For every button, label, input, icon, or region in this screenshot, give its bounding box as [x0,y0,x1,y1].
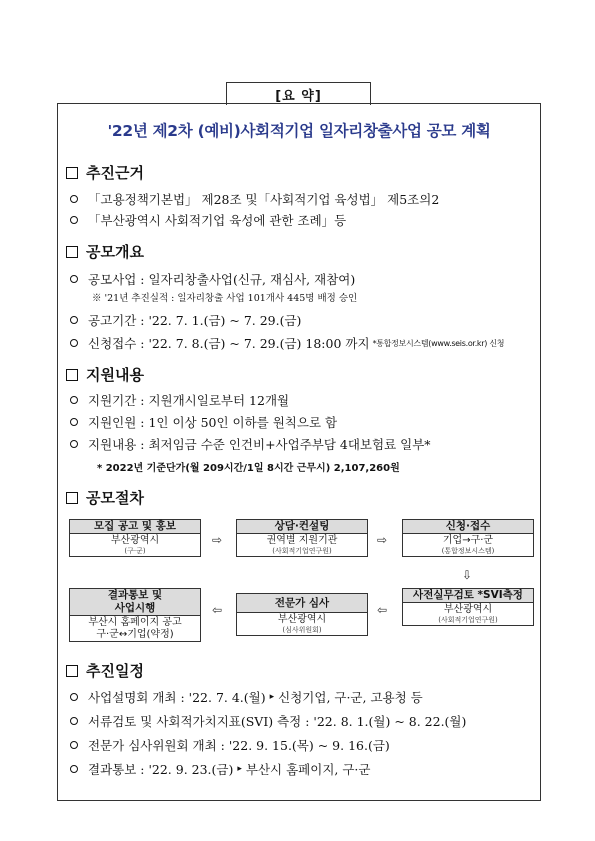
section-title: 추진근거 [86,164,144,182]
arrow-right-icon: ⇨ [212,533,223,547]
circle-bullet-icon [70,765,78,773]
flow-box-pre-review [402,588,534,626]
circle-bullet-icon [70,418,78,426]
flow-box-expert-review [236,593,368,636]
flow-box-sub: (사회적기업연구원) [438,616,498,624]
arrow-right-icon: ⇨ [377,533,388,547]
flow-box-body: 부산시 홈페이지 공고 [88,617,182,628]
flow-box-body: 부산광역시 [110,535,160,546]
list-item-text: 「부산광역시 사회적기업 육성에 관한 조례」등 [88,213,347,228]
flow-box-head: 전문가 심사 [237,594,367,613]
list-item [70,391,289,409]
summary-tab-label: [요 약] [226,82,371,105]
section-basis [66,162,144,183]
section-overview [66,241,144,262]
section-schedule [66,660,144,681]
flow-box-consulting [236,519,368,557]
square-bullet-icon [66,167,78,179]
list-item-text: 결과통보 : '22. 9. 23.(금) [88,762,234,777]
list-item [70,334,504,352]
flow-box-head: 신청·접수 [403,520,533,534]
list-item-text: 부산시 홈페이지, 구·군 [245,762,371,777]
flow-box-body: 권역별 지원기관 [266,535,338,546]
arrow-left-icon: ⇦ [212,603,223,617]
apply-note: *통합정보시스템(www.seis.or.kr) 신청 [372,338,505,348]
list-item-text: 공모사업 : 일자리창출사업(신규, 재심사, 재참여) [88,272,356,287]
circle-bullet-icon [70,440,78,448]
circle-bullet-icon [70,717,78,725]
square-bullet-icon [66,492,78,504]
circle-bullet-icon [70,195,78,203]
list-item-text: 사업설명회 개최 : '22. 7. 4.(월) [88,690,266,705]
list-item-text: 공고기간 : '22. 7. 1.(금) ~ 7. 29.(금) [88,313,302,328]
triangle-right-icon: ▸ [237,764,242,774]
list-item [70,435,431,453]
list-item-text: 지원기간 : 지원개시일로부터 12개월 [88,393,290,408]
list-item [70,688,423,706]
circle-bullet-icon [70,339,78,347]
flow-box-head [70,589,200,616]
document-title: '22년 제2차 (예비)사회적기업 일자리창출사업 공모 계획 [107,122,491,140]
section-procedure [66,487,144,508]
list-item-text: 「고용정책기본법」 제28조 및「사회적기업 육성법」 제5조의2 [88,192,440,207]
circle-bullet-icon [70,396,78,404]
circle-bullet-icon [70,316,78,324]
flow-box-body: 부산광역시 [443,604,493,615]
section-title: 추진일정 [86,662,144,680]
flow-box-application [402,519,534,557]
list-item [70,736,390,754]
list-item-text: 지원내용 : 최저임금 수준 인건비+사업주부담 4대보험료 일부* [88,437,431,452]
list-item-text: 전문가 심사위원회 개최 : '22. 9. 15.(목) ~ 9. 16.(금) [88,738,390,753]
flow-box-head-line: 사업시행 [114,602,156,614]
section-title: 지원내용 [86,366,144,384]
record-note: ※ '21년 추진실적 : 일자리창출 사업 101개사 445명 배정 승인 [92,293,358,304]
circle-bullet-icon [70,216,78,224]
list-item [70,311,301,329]
section-title: 공모절차 [86,489,144,507]
arrow-left-icon: ⇦ [377,603,388,617]
square-bullet-icon [66,246,78,258]
triangle-right-icon: ▸ [269,692,275,702]
flow-box-body: 기업→구·군 [442,535,494,546]
square-bullet-icon [66,369,78,381]
list-item [70,270,355,288]
list-item-text: 신청접수 : '22. 7. 8.(금) ~ 7. 29.(금) 18:00 까지 [88,336,370,351]
flow-box-sub: (사회적기업연구원) [272,547,332,555]
circle-bullet-icon [70,693,78,701]
flow-box-body: 부산광역시 [277,614,327,625]
support-note: * 2022년 기준단가(월 209시간/1일 8시간 근무시) 2,107,260원 [97,463,400,474]
list-item [70,760,370,778]
section-support [66,364,144,385]
flow-box-sub: (구·군) [124,547,146,555]
flow-box-head-line: 결과통보 및 [107,589,163,601]
flow-box-head: 상담·컨설팅 [237,520,367,534]
list-item [70,712,466,730]
list-item-text: 지원인원 : 1인 이상 50인 이하를 원칙으로 함 [88,415,338,430]
list-item-text: 신청기업, 구·군, 고용청 등 [278,690,423,705]
flow-box-result [69,588,201,642]
list-item-text: 서류검토 및 사회적가치지표(SVI) 측정 : '22. 8. 1.(월) ~ 8. 22.(월) [88,714,467,729]
flow-box-body: 구·군↔기업(약정) [96,629,174,640]
flow-box-sub: (심사위원회) [282,626,322,634]
flow-box-recruit [69,519,201,557]
flow-box-head: 사전실무검토 *SVI측정 [403,589,533,603]
list-item [70,211,346,229]
list-item [70,413,337,431]
arrow-down-icon: ⇩ [462,568,473,582]
square-bullet-icon [66,665,78,677]
circle-bullet-icon [70,275,78,283]
list-item [70,190,439,208]
flow-box-sub: (통합정보시스템) [441,547,495,555]
circle-bullet-icon [70,741,78,749]
section-title: 공모개요 [86,243,144,261]
flow-box-head: 모집 공고 및 홍보 [70,520,200,534]
